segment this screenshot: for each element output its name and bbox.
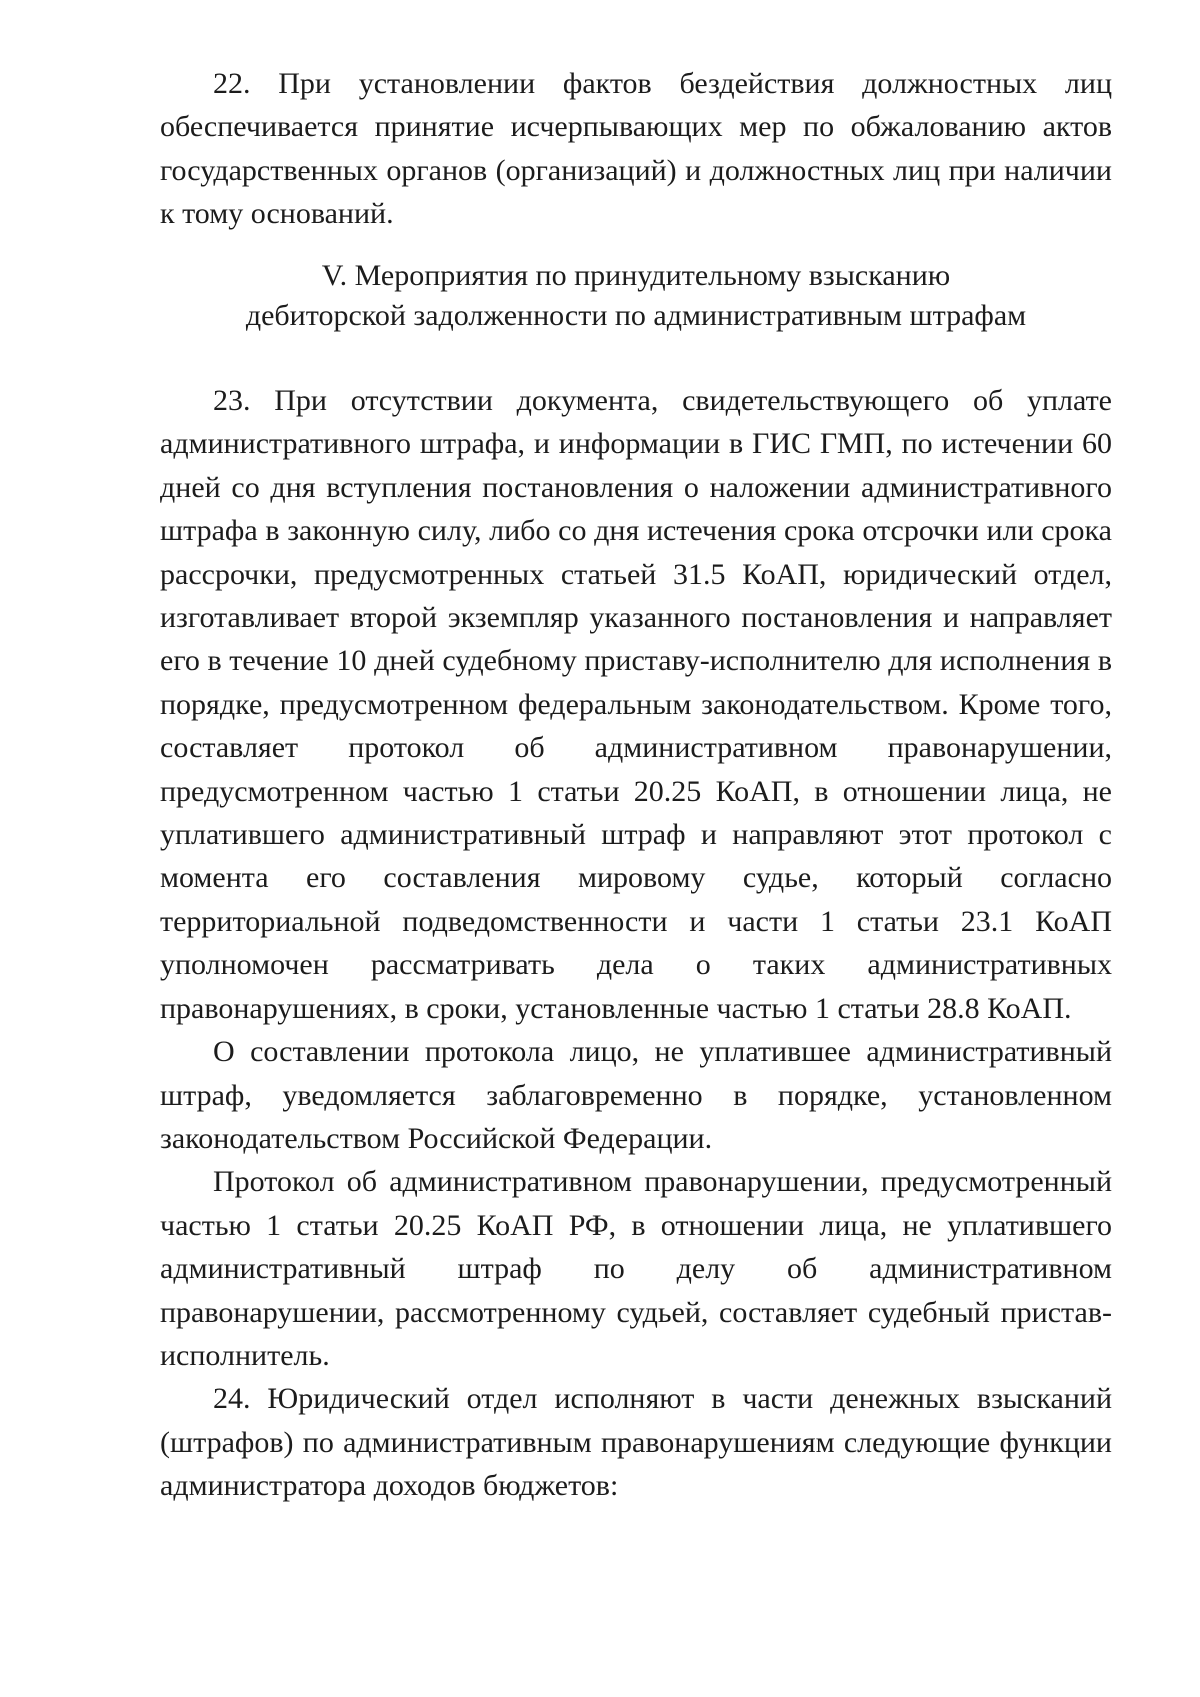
paragraph-23-protocol: Протокол об административном правонарушении, предусмотренный частью 1 статьи 20.25 КоАП РФ, в отношении лица, не уплатившего административный штраф по делу об административном правонарушении, рассмотренному судьей, составляет судебный пристав-исполнитель. — [160, 1165, 1112, 1372]
paragraph-23-notice: О составлении протокола лицо, не уплатившее административный штраф, уведомляется заблаговременно в порядке, установленном законодательством Российской Федерации. — [160, 1035, 1112, 1155]
section-heading-line-1: V. Мероприятия по принудительному взысканию — [321, 259, 951, 292]
paragraph-22-block — [160, 62, 1112, 236]
paragraph-23-block — [160, 379, 1112, 1508]
paragraph-23: 23. При отсутствии документа, свидетельствующего об уплате административного штрафа, и информации в ГИС ГМП, по истечении 60 дней со дня вступления постановления о наложении административного штрафа в законную силу, либо со дня истечения срока отсрочки или срока рассрочки, предусмотренных статьей 31.5 КоАП, юридический отдел, изготавливает второй экземпляр указанного постановления и направляет его в течение 10 дней судебному приставу-исполнителю для исполнения в порядке, предусмотренном федеральным законодательством. Кроме того, составляет протокол об административном правонарушении, предусмотренном частью 1 статьи 20.25 КоАП, в отношении лица, не уплатившего административный штраф и направляют этот протокол с момента его составления мировому судье, который согласно территориальной подведомственности и части 1 статьи 23.1 КоАП уполномочен рассматривать дела о таких административных правонарушениях, в сроки, установленные частью 1 статьи 28.8 КоАП. — [160, 384, 1112, 1025]
section-heading-line-2: дебиторской задолженности по административным штрафам — [245, 299, 1027, 332]
paragraph-22: 22. При установлении фактов бездействия должностных лиц обеспечивается принятие исчерпывающих мер по обжалованию актов государственных органов (организаций) и должностных лиц при наличии к тому оснований. — [160, 67, 1112, 231]
section-heading — [160, 256, 1112, 336]
paragraph-24: 24. Юридический отдел исполняют в части денежных взысканий (штрафов) по административным правонарушениям следующие функции администратора доходов бюджетов: — [160, 1382, 1112, 1503]
